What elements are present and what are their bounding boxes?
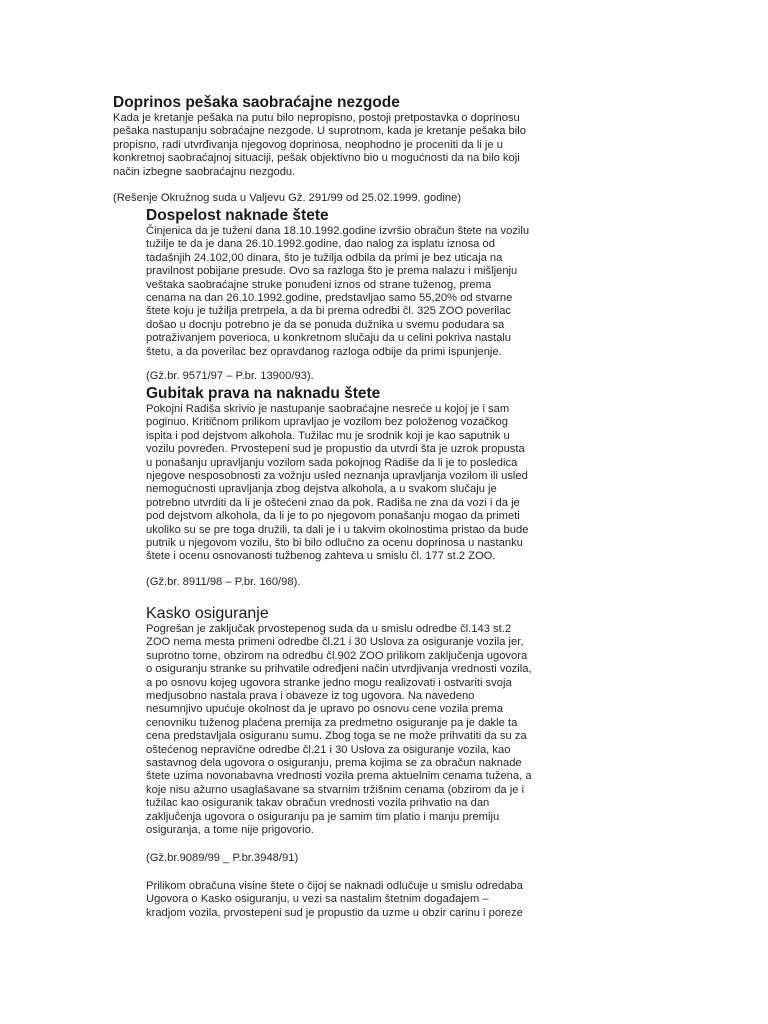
section-pedestrian-contribution [113,94,533,179]
section-body: Kada je kretanje pešaka na putu bilo nepropisno, postoji pretpostavka o doprinosu pešaka nastupanju sobraćajne nezgode. U suprotnom, kada je kretanje pešaka bilo propisno, radi utvrđivanja njegovog doprinosa, neophodno je proceniti da li je u konkretnoj saobraćajnoj situaciji, pešak objektivno bio u mogućnosti da na bilo koji način izbegne saobraćajnu nezgodu. [113,112,526,178]
section-heading: Dospelost naknade štete [146,207,329,224]
section-body: Činjenica da je tuženi dana 18.10.1992.godine izvršio obračun štete na vozilu tužilje te da je dana 26.10.1992.godine, dao nalog za isplatu iznosa od tadašnjih 24.102,00 dinara, što je tužilja odbila da primi je bez uticaja na pravilnost pobijane presude. Ovo sa razloga što je prema nalazu i mišljenju veštaka saobraćajne struke ponuđeni iznos od strane tuženog, prema cenama na dan 26.10.1992.godine, predstavljao samo 55,20% od stvarne štete koju je tužilja pretrpela, a da bi prema odredbi čl. 325 ZOO poverilac došao u docnju potrebno je da se ponuda dužnika u svemu podudara sa potraživanjem poverioca, u konkretnom slučaju da u celini pokriva nastalu štetu, a da poverilac bez opravdanog razloga odbije da primi ispunjenje. [146,225,530,358]
case-reference: (Gž.br. 9571/97 – P.br. 13900/93). [146,370,314,382]
section-casco-continued [146,880,546,920]
section-heading: Kasko osiguranje [146,605,269,622]
section-heading: Gubitak prava na naknadu štete [146,385,381,402]
section-damage-due [146,207,546,359]
section-body: Pogrešan je zaključak prvostepenog suda da u smislu odredbe čl.143 st.2 ZOO nema mesta primeni odredbe čl.21 i 30 Uslova za osiguranje vozila jer, suprotno tome, obzirom na odredbu čl.902 ZOO prilikom zaključenja ugovora o osiguranju stranke su prihvatile određjeni način utvrdjivanja vrednosti vozila, a po osnovu kojeg ugovora stranke jedno mogu realizovati i ostvariti svoja medjusobno nastala prava i obaveze iz tog ugovora. Na navedeno nesumnjivo upućuje okolnost da je upravo po osnovu cene vozila prema cenovniku tuženog plaćena premija za predmetno osiguranje pa je dakle ta cena predstavljala osiguranu sumu. Zbog toga se ne može prihvatiti da su za oštećenog nepravične odredbe čl.21 i 30 Uslova za osiguranje vozila, kao sastavnog dela ugovora o osiguranju, prema kojima se za obračun naknade štete uzima novonabavna vrednosti vozila prema aktuelnim cenama tužena, a koje nisu ažurno usaglašavane sa stvarnim tržišnim cenama (obzirom da je i tužilac kao osiguranik takav obračun vrednosti vozila prihvatio na dan zaključenja ugovora o osiguranju pa je samim tim platio i manju premiju osiguranja, a tome nije prigovorio. [146,623,532,837]
section-loss-of-right [146,385,546,564]
case-reference: (Gž.br.9089/99 _ P.br.3948/91) [146,852,299,864]
section-body: Pokojni Radiša skrivio je nastupanje saobraćajne nesreće u kojoj je i sam poginuo. Kritičnom prilikom upravljao je vozilom bez položenog vozačkog ispita i pod dejstvom alkohola. Tužilac mu je srodnik koji je kao saputnik u vozilu povređen. Prvostepeni sud je propustio da utvrdi šta je uzrok propusta u ponašanju upravljanju vozilom sada pokojnog Radiše da li je to posledica njegove nesposobnosti za vožnju usled neznanja upravljanja vozilom ili usled nemogućnosti upravljanja zbog dejstva alkohola, a u svakom slučaju je potrebno utvrditi da li je oštećeni znao da pok. Radiša ne zna da vozi i da je pod dejstvom alkohola, da li je to po njegovom ponašanju mogao da primeti ukoliko su se pre toga družili, ta dali je i u takvim okolnostima pristao da bude putnik u njegovom vozilu, što bi bilo odlučno za ocenu doprinosa u nastanku štete i ocenu osnovanosti tužbenog zahteva u smislu čl. 177 st.2 ZOO. [146,403,529,563]
case-reference: (Gž.br. 8911/98 – P.br. 160/98). [146,576,301,588]
case-reference: (Rešenje Okružnog suda u Valjevu Gž. 291/99 od 25.02.1999. godine) [113,192,462,204]
section-heading: Doprinos pešaka saobraćajne nezgode [113,94,400,111]
section-body: Prilikom obračuna visine štete o čijoj se naknadi odlučuje u smislu odredaba Ugovora o Kasko osiguranju, u vezi sa nastalim štetnim događajem – kradjom vozila, prvostepeni sud je propustio da uzme u obzir carinu i poreze [146,880,523,919]
section-casco-insurance [146,605,546,838]
